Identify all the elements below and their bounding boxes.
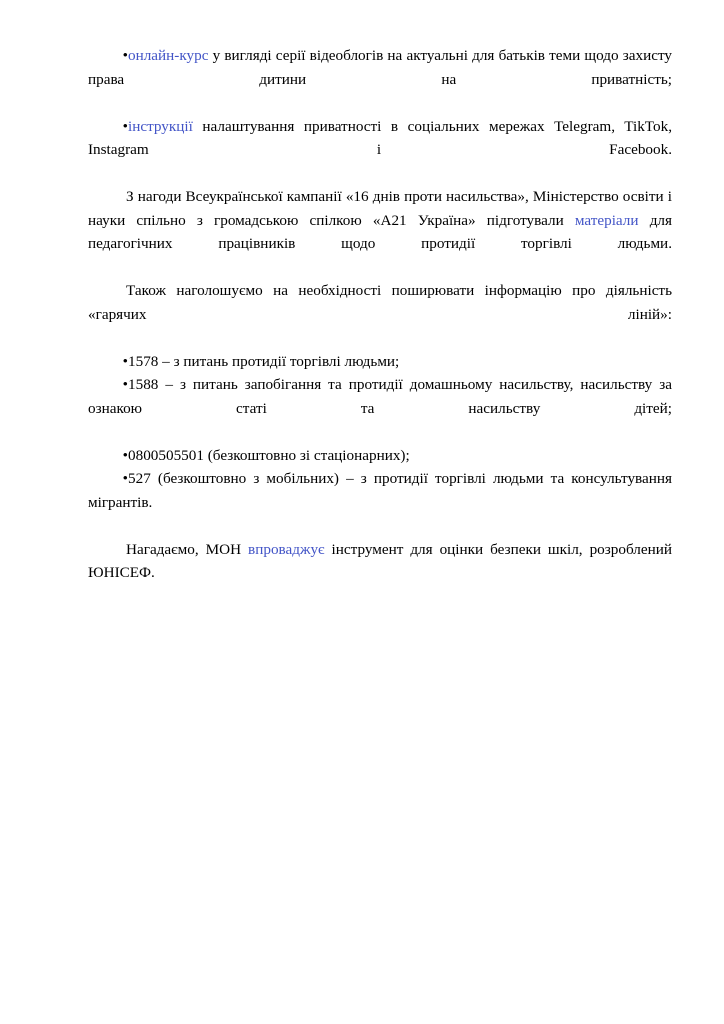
link-materials[interactable]: матеріали xyxy=(574,211,639,229)
list-item-text: 1588 – з питань запобігання та протидії домашньому насильству, насильству за ознакою статі та насильству дітей; xyxy=(88,376,672,417)
list-item-hotline-1588 xyxy=(88,373,672,444)
list-item-hotline-0800505501 xyxy=(88,444,672,468)
document-body xyxy=(88,44,672,608)
bullet-marker: • xyxy=(122,446,128,464)
list-item xyxy=(88,44,672,115)
bullet-marker: • xyxy=(122,470,128,487)
list-item-text: 0800505501 (безкоштовно зі стаціонарних); xyxy=(128,446,410,464)
bullet-marker: • xyxy=(122,47,128,64)
bullet-marker: • xyxy=(122,352,128,370)
link-instructions[interactable]: інструкції xyxy=(128,117,193,135)
paragraph-text-after: інструмент для оцінки безпеки шкіл, розроблений ЮНІСЕФ. xyxy=(88,540,672,581)
paragraph-text: Також наголошуємо на необхідності поширювати інформацію про діяльність «гарячих ліній»: xyxy=(88,282,672,323)
list-item-text: налаштування приватності в соціальних мережах Telegram, TikTok, Instagram і Facebook. xyxy=(88,117,672,158)
link-online-course[interactable]: онлайн-курс xyxy=(128,47,209,64)
paragraph-mon-reminder xyxy=(88,538,672,609)
list-item-hotline-1578 xyxy=(88,350,672,374)
list-item-hotline-527 xyxy=(88,467,672,538)
list-item xyxy=(88,115,672,186)
list-item-text: 1578 – з питань протидії торгівлі людьми; xyxy=(128,352,400,370)
paragraph-text-before: Нагадаємо, МОН xyxy=(126,540,249,558)
list-item-text: у вигляді серії відеоблогів на актуальні для батьків теми щодо захисту права дитини на приватність; xyxy=(88,47,672,88)
paragraph-text-after: для педагогічних працівників щодо протидії торгівлі людьми. xyxy=(88,211,672,252)
list-item-body xyxy=(88,118,672,159)
paragraph-text-before: З нагоди Всеукраїнської кампанії «16 днів проти насильства», Міністерство освіти і науки спільно з громадською спілкою «А21 Україна» підготували xyxy=(88,188,672,229)
paragraph-hotlines-intro xyxy=(88,279,672,350)
list-item-body xyxy=(88,47,672,88)
list-item-text: 527 (безкоштовно з мобільних) – з протидії торгівлі людьми та консультування мігрантів. xyxy=(88,470,672,511)
paragraph-campaign xyxy=(88,185,672,279)
bullet-marker: • xyxy=(122,376,128,393)
link-implements[interactable]: впроваджує xyxy=(248,540,325,558)
bullet-marker: • xyxy=(122,117,128,135)
